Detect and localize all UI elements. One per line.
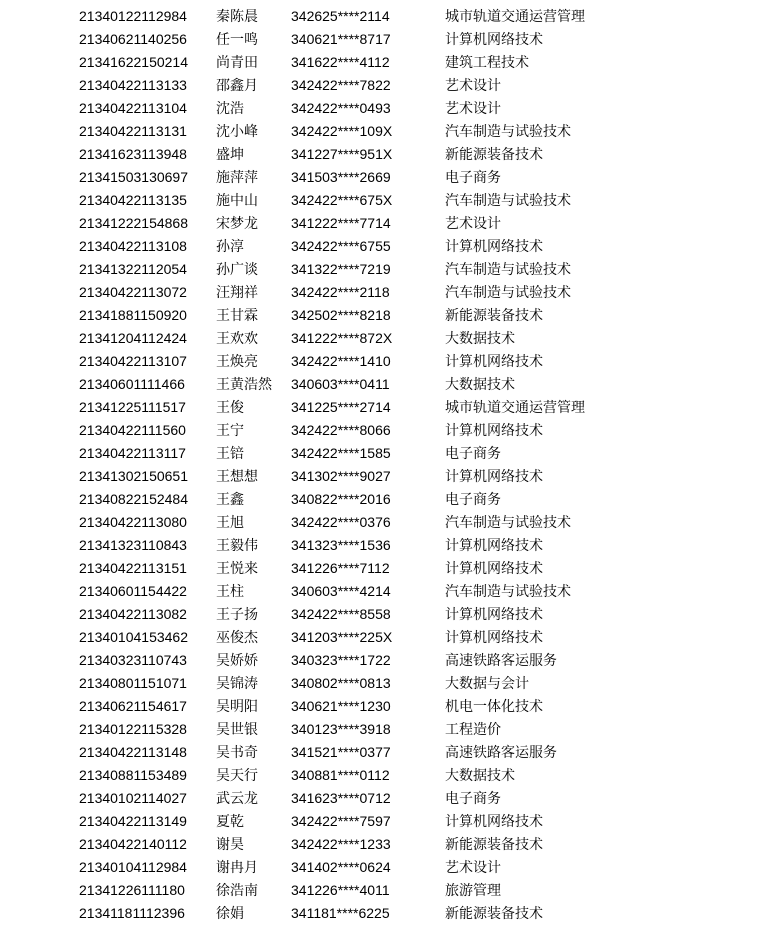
id-card-cell: 341623****0712 <box>291 790 391 806</box>
exam-number-cell: 21340801151071 <box>79 675 187 691</box>
exam-number-cell: 21340422113149 <box>79 813 187 829</box>
student-name-cell: 王旭 <box>216 514 244 530</box>
table-row <box>0 626 774 649</box>
exam-number-cell: 21340422113117 <box>79 445 186 461</box>
student-name-cell: 任一鸣 <box>216 31 258 47</box>
student-name-cell: 王俊 <box>216 399 244 415</box>
exam-number-cell: 21340104112984 <box>79 859 187 875</box>
table-row <box>0 258 774 281</box>
id-card-cell: 340822****2016 <box>291 491 391 507</box>
student-roster <box>0 5 774 925</box>
student-name-cell: 吴娇娇 <box>216 652 258 668</box>
id-card-cell: 342422****8558 <box>291 606 391 622</box>
student-name-cell: 徐娟 <box>216 905 244 921</box>
student-name-cell: 施中山 <box>216 192 258 208</box>
table-row <box>0 235 774 258</box>
student-name-cell: 孙广谈 <box>216 261 258 277</box>
id-card-cell: 340881****0112 <box>291 767 390 783</box>
id-card-cell: 342625****2114 <box>291 8 390 24</box>
table-row <box>0 304 774 327</box>
id-card-cell: 340603****0411 <box>291 376 390 392</box>
major-cell: 计算机网络技术 <box>445 560 543 576</box>
student-name-cell: 吴天行 <box>216 767 258 783</box>
id-card-cell: 341181****6225 <box>291 905 390 921</box>
major-cell: 电子商务 <box>445 790 501 806</box>
exam-number-cell: 21340102114027 <box>79 790 187 806</box>
table-row <box>0 764 774 787</box>
student-name-cell: 王毅伟 <box>216 537 258 553</box>
student-name-cell: 王子扬 <box>216 606 258 622</box>
table-row <box>0 166 774 189</box>
major-cell: 机电一体化技术 <box>445 698 543 714</box>
major-cell: 高速铁路客运服务 <box>445 744 557 760</box>
student-name-cell: 吴书奇 <box>216 744 258 760</box>
major-cell: 建筑工程技术 <box>445 54 529 70</box>
exam-number-cell: 21340422111560 <box>79 422 186 438</box>
exam-number-cell: 21341222154868 <box>79 215 189 231</box>
id-card-cell: 341503****2669 <box>291 169 391 185</box>
student-name-cell: 盛坤 <box>216 146 244 162</box>
table-row <box>0 810 774 833</box>
table-row <box>0 833 774 856</box>
id-card-cell: 340802****0813 <box>291 675 391 691</box>
exam-number-cell: 21340422113104 <box>79 100 187 116</box>
student-name-cell: 吴世银 <box>216 721 258 737</box>
exam-number-cell: 21341181112396 <box>79 905 185 921</box>
exam-number-cell: 21340881153489 <box>79 767 187 783</box>
table-row <box>0 396 774 419</box>
exam-number-cell: 21340422113080 <box>79 514 187 530</box>
student-name-cell: 施萍萍 <box>216 169 258 185</box>
table-row <box>0 419 774 442</box>
exam-number-cell: 21340422113135 <box>79 192 187 208</box>
id-card-cell: 342422****1233 <box>291 836 391 852</box>
major-cell: 艺术设计 <box>445 77 501 93</box>
exam-number-cell: 21340621140256 <box>79 31 187 47</box>
exam-number-cell: 21340422140112 <box>79 836 187 852</box>
exam-number-cell: 21340104153462 <box>79 629 189 645</box>
exam-number-cell: 21340422113131 <box>79 123 187 139</box>
id-card-cell: 341225****2714 <box>291 399 391 415</box>
table-row <box>0 189 774 212</box>
student-name-cell: 王甘霖 <box>216 307 258 323</box>
exam-number-cell: 21340621154617 <box>79 698 187 714</box>
major-cell: 城市轨道交通运营管理 <box>445 8 585 24</box>
major-cell: 汽车制造与试验技术 <box>445 192 571 208</box>
student-name-cell: 宋梦龙 <box>216 215 258 231</box>
major-cell: 汽车制造与试验技术 <box>445 583 571 599</box>
id-card-cell: 341222****7714 <box>291 215 391 231</box>
major-cell: 大数据与会计 <box>445 675 529 691</box>
id-card-cell: 341521****0377 <box>291 744 391 760</box>
table-row <box>0 212 774 235</box>
id-card-cell: 340603****4214 <box>291 583 391 599</box>
student-name-cell: 汪翔祥 <box>216 284 258 300</box>
major-cell: 艺术设计 <box>445 215 501 231</box>
id-card-cell: 341227****951X <box>291 146 393 162</box>
major-cell: 新能源装备技术 <box>445 307 543 323</box>
exam-number-cell: 21340422113148 <box>79 744 187 760</box>
exam-number-cell: 21341881150920 <box>79 307 187 323</box>
table-row <box>0 534 774 557</box>
id-card-cell: 341226****7112 <box>291 560 390 576</box>
id-card-cell: 342422****109X <box>291 123 393 139</box>
student-name-cell: 秦陈晨 <box>216 8 258 24</box>
id-card-cell: 340123****3918 <box>291 721 391 737</box>
student-name-cell: 谢冉月 <box>216 859 258 875</box>
id-card-cell: 342422****6755 <box>291 238 391 254</box>
id-card-cell: 341323****1536 <box>291 537 391 553</box>
exam-number-cell: 21341503130697 <box>79 169 189 185</box>
student-name-cell: 王焕亮 <box>216 353 258 369</box>
table-row <box>0 327 774 350</box>
table-row <box>0 465 774 488</box>
student-name-cell: 沈浩 <box>216 100 244 116</box>
student-name-cell: 沈小峰 <box>216 123 258 139</box>
table-row <box>0 143 774 166</box>
major-cell: 大数据技术 <box>445 330 515 346</box>
major-cell: 电子商务 <box>445 445 501 461</box>
exam-number-cell: 21341226111180 <box>79 882 185 898</box>
table-row <box>0 902 774 925</box>
major-cell: 电子商务 <box>445 491 501 507</box>
table-row <box>0 718 774 741</box>
exam-number-cell: 21341623113948 <box>79 146 187 162</box>
table-row <box>0 350 774 373</box>
id-card-cell: 342422****1585 <box>291 445 391 461</box>
student-name-cell: 吴锦涛 <box>216 675 258 691</box>
exam-number-cell: 21341323110843 <box>79 537 187 553</box>
table-row <box>0 672 774 695</box>
id-card-cell: 341622****4112 <box>291 54 390 70</box>
exam-number-cell: 21340422113082 <box>79 606 187 622</box>
student-name-cell: 王黄浩然 <box>216 376 272 392</box>
id-card-cell: 340323****1722 <box>291 652 391 668</box>
exam-number-cell: 21340422113072 <box>79 284 187 300</box>
student-name-cell: 王悦来 <box>216 560 258 576</box>
student-name-cell: 王宁 <box>216 422 244 438</box>
major-cell: 计算机网络技术 <box>445 422 543 438</box>
student-name-cell: 夏乾 <box>216 813 244 829</box>
student-name-cell: 徐浩南 <box>216 882 258 898</box>
student-name-cell: 吴明阳 <box>216 698 258 714</box>
id-card-cell: 342422****8066 <box>291 422 391 438</box>
exam-number-cell: 21341622150214 <box>79 54 189 70</box>
student-name-cell: 武云龙 <box>216 790 258 806</box>
table-row <box>0 488 774 511</box>
major-cell: 汽车制造与试验技术 <box>445 261 571 277</box>
exam-number-cell: 21340601111466 <box>79 376 185 392</box>
table-row <box>0 856 774 879</box>
id-card-cell: 341203****225X <box>291 629 393 645</box>
id-card-cell: 342422****675X <box>291 192 393 208</box>
exam-number-cell: 21341225111517 <box>79 399 186 415</box>
id-card-cell: 342422****1410 <box>291 353 391 369</box>
major-cell: 艺术设计 <box>445 859 501 875</box>
id-card-cell: 342422****2118 <box>291 284 390 300</box>
student-name-cell: 尚青田 <box>216 54 258 70</box>
student-name-cell: 王欢欢 <box>216 330 258 346</box>
major-cell: 计算机网络技术 <box>445 629 543 645</box>
id-card-cell: 341402****0624 <box>291 859 391 875</box>
student-name-cell: 王锫 <box>216 445 244 461</box>
table-row <box>0 557 774 580</box>
major-cell: 艺术设计 <box>445 100 501 116</box>
table-row <box>0 741 774 764</box>
student-name-cell: 邵鑫月 <box>216 77 258 93</box>
exam-number-cell: 21340422113108 <box>79 238 187 254</box>
student-name-cell: 孙淳 <box>216 238 244 254</box>
major-cell: 大数据技术 <box>445 767 515 783</box>
id-card-cell: 340621****1230 <box>291 698 391 714</box>
table-row <box>0 787 774 810</box>
exam-number-cell: 21340601154422 <box>79 583 187 599</box>
table-row <box>0 879 774 902</box>
table-row <box>0 51 774 74</box>
exam-number-cell: 21340122112984 <box>79 8 187 24</box>
major-cell: 计算机网络技术 <box>445 537 543 553</box>
major-cell: 高速铁路客运服务 <box>445 652 557 668</box>
id-card-cell: 341322****7219 <box>291 261 391 277</box>
student-name-cell: 谢昊 <box>216 836 244 852</box>
table-row <box>0 74 774 97</box>
table-row <box>0 373 774 396</box>
table-row <box>0 442 774 465</box>
student-name-cell: 王柱 <box>216 583 244 599</box>
major-cell: 计算机网络技术 <box>445 606 543 622</box>
major-cell: 新能源装备技术 <box>445 146 543 162</box>
exam-number-cell: 21341322112054 <box>79 261 187 277</box>
exam-number-cell: 21340422113107 <box>79 353 187 369</box>
major-cell: 电子商务 <box>445 169 501 185</box>
major-cell: 旅游管理 <box>445 882 501 898</box>
major-cell: 大数据技术 <box>445 376 515 392</box>
student-name-cell: 巫俊杰 <box>216 629 258 645</box>
major-cell: 汽车制造与试验技术 <box>445 284 571 300</box>
id-card-cell: 341302****9027 <box>291 468 391 484</box>
major-cell: 计算机网络技术 <box>445 813 543 829</box>
major-cell: 计算机网络技术 <box>445 238 543 254</box>
table-row <box>0 281 774 304</box>
id-card-cell: 342422****7597 <box>291 813 391 829</box>
id-card-cell: 342422****0376 <box>291 514 391 530</box>
student-name-cell: 王鑫 <box>216 491 244 507</box>
exam-number-cell: 21340422113151 <box>79 560 187 576</box>
id-card-cell: 342422****0493 <box>291 100 391 116</box>
exam-number-cell: 21340822152484 <box>79 491 189 507</box>
id-card-cell: 341222****872X <box>291 330 393 346</box>
major-cell: 计算机网络技术 <box>445 353 543 369</box>
major-cell: 新能源装备技术 <box>445 836 543 852</box>
id-card-cell: 342422****7822 <box>291 77 391 93</box>
exam-number-cell: 21341204112424 <box>79 330 187 346</box>
major-cell: 汽车制造与试验技术 <box>445 123 571 139</box>
major-cell: 工程造价 <box>445 721 501 737</box>
id-card-cell: 342502****8218 <box>291 307 391 323</box>
table-row <box>0 120 774 143</box>
major-cell: 计算机网络技术 <box>445 31 543 47</box>
exam-number-cell: 21340422113133 <box>79 77 187 93</box>
id-card-cell: 340621****8717 <box>291 31 391 47</box>
major-cell: 城市轨道交通运营管理 <box>445 399 585 415</box>
exam-number-cell: 21341302150651 <box>79 468 189 484</box>
table-row <box>0 580 774 603</box>
student-name-cell: 王想想 <box>216 468 258 484</box>
major-cell: 计算机网络技术 <box>445 468 543 484</box>
table-row <box>0 97 774 120</box>
table-row <box>0 695 774 718</box>
table-row <box>0 511 774 534</box>
major-cell: 汽车制造与试验技术 <box>445 514 571 530</box>
table-row <box>0 28 774 51</box>
table-row <box>0 649 774 672</box>
id-card-cell: 341226****4011 <box>291 882 390 898</box>
table-row <box>0 5 774 28</box>
exam-number-cell: 21340323110743 <box>79 652 187 668</box>
table-row <box>0 603 774 626</box>
major-cell: 新能源装备技术 <box>445 905 543 921</box>
exam-number-cell: 21340122115328 <box>79 721 187 737</box>
